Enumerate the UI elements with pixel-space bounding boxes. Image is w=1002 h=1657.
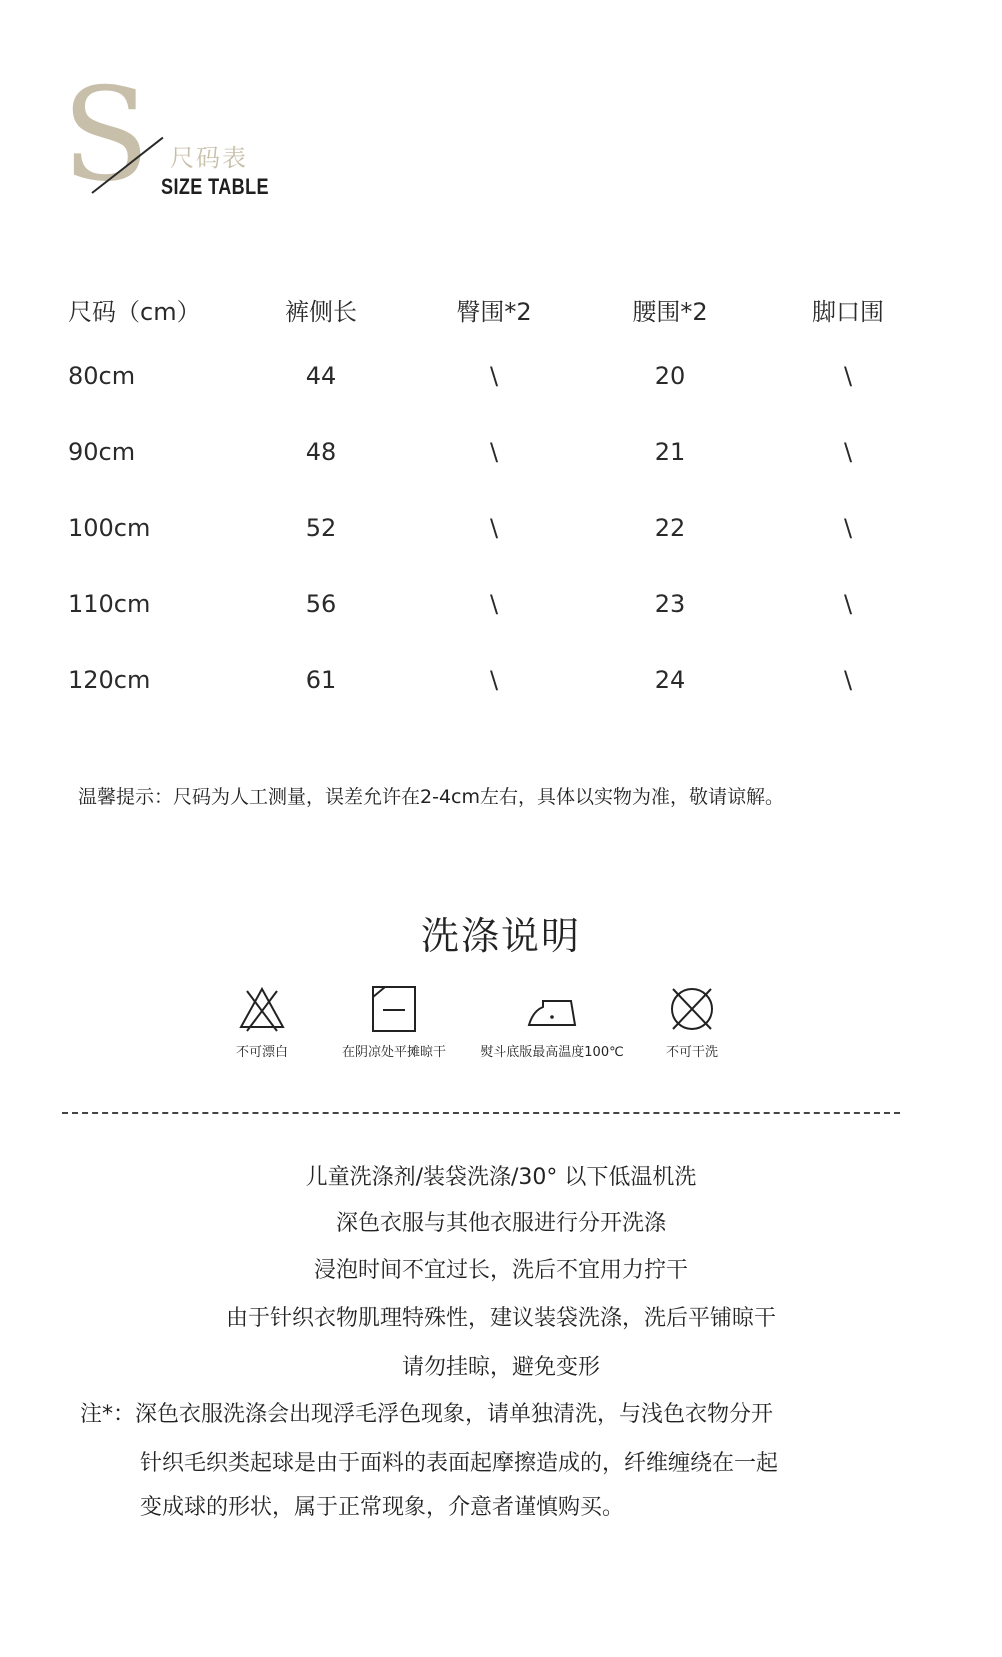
table-cell: 120cm xyxy=(68,666,151,694)
header-logo-letter: S xyxy=(62,61,150,210)
column-header-side-length: 裤侧长 xyxy=(285,298,357,326)
column-header-size: 尺码（cm） xyxy=(68,298,201,326)
table-cell: \ xyxy=(489,590,499,618)
column-header-hip: 臀围*2 xyxy=(456,298,532,326)
table-cell: \ xyxy=(489,362,499,390)
table-cell: \ xyxy=(843,514,853,542)
wash-instructions-title: 洗涤说明 xyxy=(420,914,581,958)
table-cell: 100cm xyxy=(68,514,151,542)
iron-icon xyxy=(525,985,579,1033)
table-row xyxy=(68,414,938,490)
table-cell: 24 xyxy=(654,666,686,694)
measurement-tip: 温馨提示：尺码为人工测量，误差允许在2-4cm左右，具体以实物为准，敬请谅解。 xyxy=(78,786,784,808)
table-cell: \ xyxy=(843,590,853,618)
table-cell: 23 xyxy=(654,590,686,618)
size-table xyxy=(68,284,938,718)
note-line: 针织毛织类起球是由于面料的表面起摩擦造成的，纤维缠绕在一起 xyxy=(140,1451,779,1476)
table-row xyxy=(68,566,938,642)
table-cell: \ xyxy=(843,666,853,694)
table-cell: 56 xyxy=(305,590,337,618)
table-cell: 44 xyxy=(305,362,337,390)
table-row xyxy=(68,490,938,566)
no-bleach-icon xyxy=(237,985,287,1033)
instruction-line: 儿童洗涤剂/装袋洗涤/30° 以下低温机洗 xyxy=(305,1165,697,1190)
table-cell: 48 xyxy=(305,438,337,466)
table-cell: 110cm xyxy=(68,590,151,618)
size-table-header xyxy=(62,61,322,210)
table-cell: 61 xyxy=(305,666,337,694)
size-table-header-row xyxy=(68,284,938,338)
column-header-hem: 脚口围 xyxy=(812,298,884,326)
table-cell: \ xyxy=(843,438,853,466)
care-item-no-bleach xyxy=(222,985,302,1060)
care-label: 熨斗底版最高温度100℃ xyxy=(480,1045,624,1060)
table-cell: 20 xyxy=(654,362,686,390)
dry-flat-in-shade-icon xyxy=(369,985,419,1033)
table-cell: 80cm xyxy=(68,362,136,390)
care-label: 在阴凉处平摊晾干 xyxy=(341,1045,446,1060)
instruction-line: 请勿挂晾，避免变形 xyxy=(401,1355,600,1380)
column-header-waist: 腰围*2 xyxy=(632,298,708,326)
note-line: 变成球的形状，属于正常现象，介意者谨慎购买。 xyxy=(140,1495,625,1520)
note-line: 注*：深色衣服洗涤会出现浮毛浮色现象，请单独清洗，与浅色衣物分开 xyxy=(80,1402,774,1427)
table-cell: 52 xyxy=(305,514,337,542)
care-item-no-dry-clean xyxy=(652,985,732,1060)
header-title-en: SIZE TABLE xyxy=(161,174,270,199)
table-cell: \ xyxy=(843,362,853,390)
table-cell: 22 xyxy=(654,514,686,542)
instruction-line: 由于针织衣物肌理特殊性，建议装袋洗涤，洗后平铺晾干 xyxy=(225,1306,776,1331)
care-label: 不可干洗 xyxy=(665,1045,718,1060)
header-title-cn: 尺码表 xyxy=(170,144,248,172)
table-row xyxy=(68,338,938,414)
table-cell: 21 xyxy=(654,438,686,466)
instruction-line: 浸泡时间不宜过长，洗后不宜用力拧干 xyxy=(313,1258,688,1283)
table-cell: \ xyxy=(489,514,499,542)
instruction-line: 深色衣服与其他衣服进行分开洗涤 xyxy=(335,1211,666,1236)
table-cell: 90cm xyxy=(68,438,136,466)
care-item-iron xyxy=(468,985,636,1060)
table-row xyxy=(68,642,938,718)
care-label: 不可漂白 xyxy=(235,1045,288,1060)
table-cell: \ xyxy=(489,438,499,466)
no-dry-clean-icon xyxy=(667,985,717,1033)
table-cell: \ xyxy=(489,666,499,694)
dashed-divider xyxy=(62,1112,900,1114)
care-icons-row xyxy=(0,985,1002,1075)
care-item-dry-flat xyxy=(330,985,458,1060)
